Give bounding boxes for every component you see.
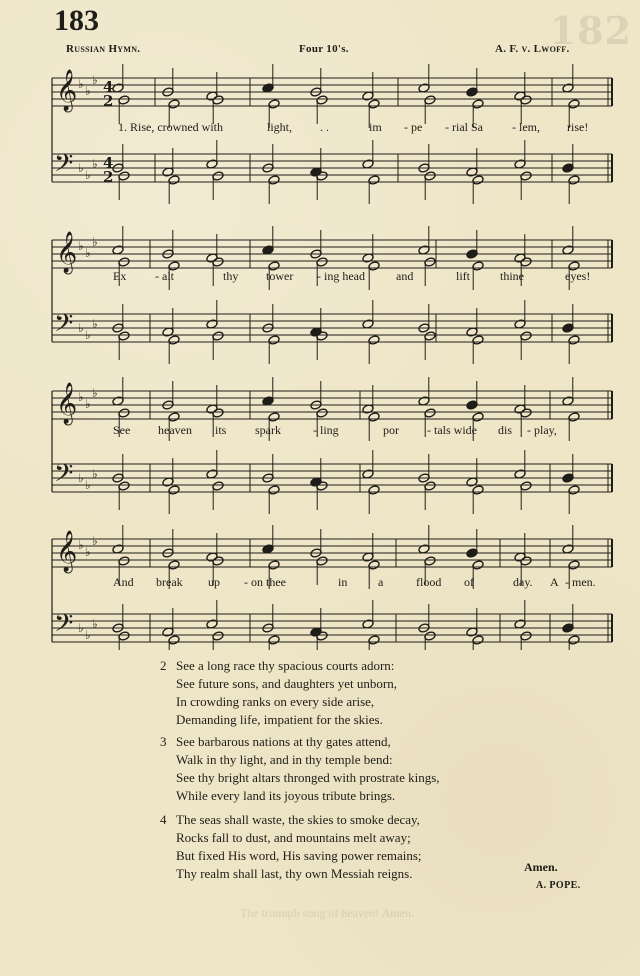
music-note [520, 257, 532, 267]
time-signature: 2 [103, 168, 114, 186]
music-note [118, 95, 130, 105]
flat-icon: ♭ [78, 77, 84, 91]
music-note [424, 631, 436, 641]
music-note [168, 412, 180, 422]
flat-icon: ♭ [78, 239, 84, 253]
music-note [316, 408, 328, 418]
flat-icon: ♭ [92, 617, 98, 631]
music-note [520, 481, 532, 491]
music-note [268, 335, 280, 345]
tune-name: Russian Hymn. [66, 43, 141, 55]
music-note [568, 412, 580, 422]
music-note [368, 412, 380, 422]
music-note [368, 560, 380, 570]
music-note [472, 412, 484, 422]
lyric-syllable: of [464, 575, 474, 589]
lyric-syllable: break [156, 575, 183, 589]
treble-clef-icon: 𝄞 [56, 383, 78, 424]
music-note [118, 481, 130, 491]
lyric-syllable: flood [416, 575, 442, 589]
music-note [168, 635, 180, 645]
music-note [472, 175, 484, 185]
music-note [466, 548, 478, 558]
flat-icon: ♭ [78, 161, 84, 175]
music-note [212, 257, 224, 267]
verse-line: Demanding life, impatient for the skies. [176, 712, 383, 727]
music-note [368, 175, 380, 185]
music-note [568, 99, 580, 109]
lyric-syllable: Ex [113, 269, 127, 283]
music-note [568, 335, 580, 345]
composer-name: A. F. v. Lwoff. [495, 43, 570, 55]
music-note [212, 171, 224, 181]
music-note [466, 87, 478, 97]
lyric-syllable: . . [320, 120, 329, 134]
lyric-syllable: thine [500, 269, 524, 283]
music-note [472, 560, 484, 570]
verse-line: See a long race thy spacious courts adorn: [176, 658, 395, 673]
lyric-syllable: day. [513, 575, 533, 589]
flat-icon: ♭ [85, 328, 91, 342]
music-note [118, 408, 130, 418]
lyric-syllable: heaven [158, 423, 192, 437]
lyric-syllable: a [378, 575, 384, 589]
verse-line: While every land its joyous tribute brings. [176, 788, 396, 803]
flat-icon: ♭ [85, 545, 91, 559]
music-note [424, 408, 436, 418]
music-note [424, 331, 436, 341]
music-note [268, 99, 280, 109]
lyric-syllable: And [113, 575, 134, 589]
time-signature: 4 [103, 78, 114, 96]
treble-clef-icon: 𝄞 [56, 232, 78, 273]
flat-icon: ♭ [78, 321, 84, 335]
flat-icon: ♭ [78, 471, 84, 485]
music-note [368, 99, 380, 109]
verse-line: Thy realm shall last, thy own Messiah reigns. [176, 866, 413, 881]
flat-icon: ♭ [78, 390, 84, 404]
flat-icon: ♭ [92, 386, 98, 400]
music-note [472, 485, 484, 495]
flat-icon: ♭ [92, 157, 98, 171]
music-note [212, 408, 224, 418]
verse-line: Walk in thy light, and in thy temple bend: [176, 752, 393, 767]
meter-label: Four 10's. [299, 43, 349, 55]
lyric-syllable: up [208, 575, 220, 589]
flat-icon: ♭ [92, 534, 98, 548]
time-signature: 2 [103, 92, 114, 110]
bleed-through-text: The triumph song of heaven! Amen. [240, 906, 414, 920]
music-note [168, 560, 180, 570]
flat-icon: ♭ [85, 478, 91, 492]
music-note [562, 473, 574, 483]
bass-clef-icon: 𝄢 [54, 309, 74, 344]
lyric-syllable: - ing head [317, 269, 365, 283]
music-note [268, 175, 280, 185]
music-note [520, 408, 532, 418]
music-note [268, 560, 280, 570]
music-note [424, 171, 436, 181]
lyric-syllable: - on thee [244, 575, 286, 589]
music-note [520, 171, 532, 181]
lyric-syllable: rise! [567, 120, 589, 134]
bleed-through-number: 182 [549, 8, 632, 53]
lyric-syllable: - ling [313, 423, 339, 437]
hymn-author: A. POPE. [536, 880, 581, 891]
lyric-syllable: tower [266, 269, 294, 283]
verse-number: 3 [160, 734, 167, 749]
lyric-syllable: eyes! [565, 269, 591, 283]
lyric-syllable: - pe [404, 120, 423, 134]
lyric-syllable: - tals wide [427, 423, 477, 437]
flat-icon: ♭ [85, 397, 91, 411]
closing-amen: Amen. [524, 860, 558, 874]
lyric-syllable: See [113, 423, 131, 437]
verse-line: See barbarous nations at thy gates attend, [176, 734, 391, 749]
music-note [368, 485, 380, 495]
hymn-number: 183 [54, 4, 99, 37]
music-note [424, 556, 436, 566]
verse-number: 2 [160, 658, 167, 673]
time-signature: 4 [103, 154, 114, 172]
music-note [368, 261, 380, 271]
verse-line: But fixed His word, His saving power remains; [176, 848, 422, 863]
music-note [472, 261, 484, 271]
lyric-syllable: thy [223, 269, 239, 283]
music-note [472, 635, 484, 645]
music-note [562, 623, 574, 633]
flat-icon: ♭ [78, 538, 84, 552]
treble-clef-icon: 𝄞 [56, 70, 78, 111]
verse-line: The seas shall waste, the skies to smoke decay, [176, 812, 420, 827]
music-note [368, 635, 380, 645]
bass-clef-icon: 𝄢 [54, 149, 74, 184]
lyric-syllable: - lem, [512, 120, 540, 134]
lyric-syllable: dis [498, 423, 513, 437]
music-note [466, 249, 478, 259]
music-note [168, 335, 180, 345]
lyric-syllable: por [383, 423, 399, 437]
lyric-syllable: and [396, 269, 414, 283]
treble-clef-icon: 𝄞 [56, 531, 78, 572]
lyric-syllable: 1. Rise, crowned with [118, 120, 223, 134]
music-note [520, 331, 532, 341]
music-note [568, 560, 580, 570]
music-note [472, 335, 484, 345]
flat-icon: ♭ [92, 235, 98, 249]
lyric-syllable: its [215, 423, 227, 437]
music-note [168, 175, 180, 185]
flat-icon: ♭ [85, 168, 91, 182]
lyric-syllable: A [550, 575, 559, 589]
music-note [212, 481, 224, 491]
music-note [212, 631, 224, 641]
music-note [424, 95, 436, 105]
music-note [568, 635, 580, 645]
bass-clef-icon: 𝄢 [54, 609, 74, 644]
music-note [562, 163, 574, 173]
lyric-syllable: - alt [155, 269, 174, 283]
lyric-syllable: - play, [527, 423, 557, 437]
bass-clef-icon: 𝄢 [54, 459, 74, 494]
music-note [118, 171, 130, 181]
lyric-syllable: im [369, 120, 382, 134]
music-note [316, 257, 328, 267]
music-note [472, 99, 484, 109]
flat-icon: ♭ [85, 628, 91, 642]
music-note [118, 331, 130, 341]
verse-line: In crowding ranks on every side arise, [176, 694, 375, 709]
music-note [118, 631, 130, 641]
music-note [118, 556, 130, 566]
music-note [424, 257, 436, 267]
music-note [562, 323, 574, 333]
music-note [168, 99, 180, 109]
lyric-syllable: in [338, 575, 348, 589]
flat-icon: ♭ [92, 73, 98, 87]
music-note [212, 556, 224, 566]
flat-icon: ♭ [85, 84, 91, 98]
music-note [268, 485, 280, 495]
verse-line: See future sons, and daughters yet unborn, [176, 676, 397, 691]
verse-line: See thy bright altars thronged with prostrate kings, [176, 770, 440, 785]
lyric-syllable: light, [267, 120, 293, 134]
music-note [268, 412, 280, 422]
music-note [424, 481, 436, 491]
music-note [368, 335, 380, 345]
music-note [212, 95, 224, 105]
flat-icon: ♭ [78, 621, 84, 635]
music-note [568, 175, 580, 185]
lyric-syllable: - rial Sa [445, 120, 483, 134]
flat-icon: ♭ [85, 246, 91, 260]
music-note [212, 331, 224, 341]
music-note [520, 556, 532, 566]
music-note [168, 485, 180, 495]
lyric-syllable: spark [255, 423, 281, 437]
music-note [520, 95, 532, 105]
verse-number: 4 [160, 812, 167, 827]
lyric-syllable: - men. [565, 575, 596, 589]
lyric-syllable: lift [456, 269, 470, 283]
music-note [118, 257, 130, 267]
music-note [520, 631, 532, 641]
flat-icon: ♭ [92, 467, 98, 481]
music-note [268, 635, 280, 645]
music-note [316, 95, 328, 105]
flat-icon: ♭ [92, 317, 98, 331]
verse-line: Rocks fall to dust, and mountains melt away; [176, 830, 411, 845]
music-note [568, 485, 580, 495]
music-note [466, 400, 478, 410]
music-note [316, 556, 328, 566]
